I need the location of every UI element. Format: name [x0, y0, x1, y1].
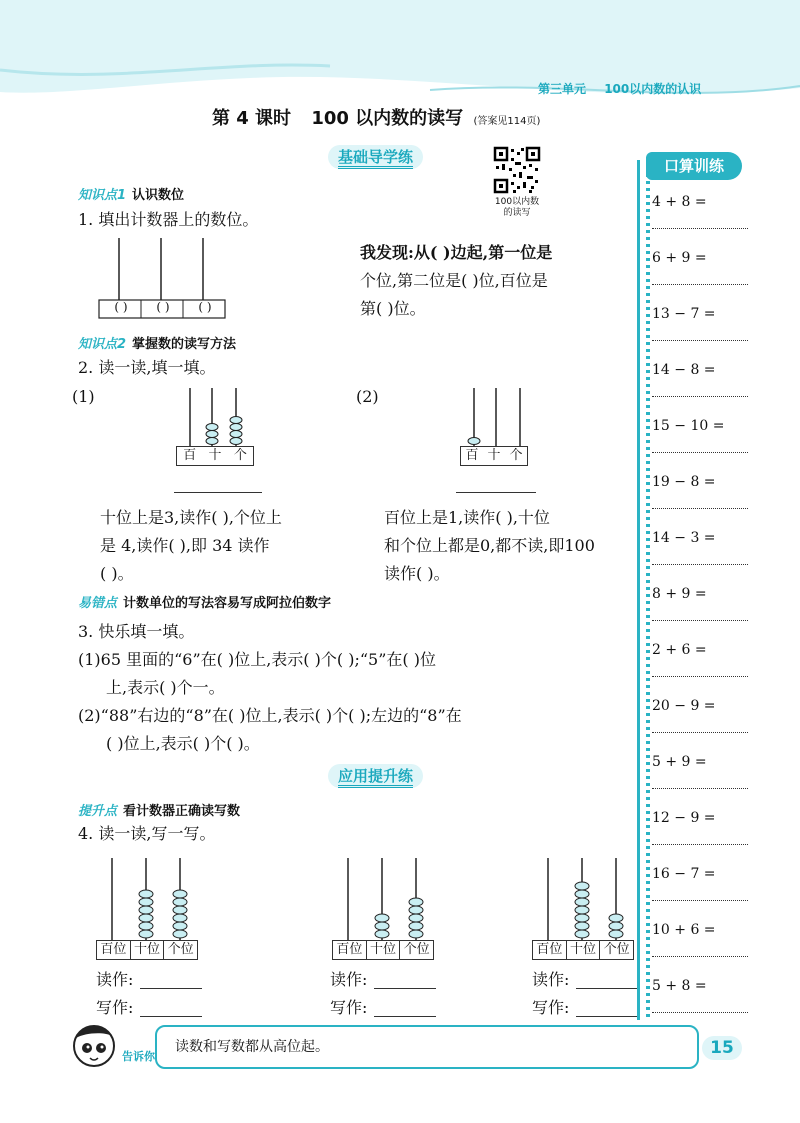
- abacus-q2-2-label: [460, 446, 528, 466]
- mental-math-item: 10 + 6 =: [652, 922, 716, 938]
- mental-math-answer-line[interactable]: [652, 900, 748, 901]
- question-3-line-2: 上,表示( )个一。: [106, 678, 225, 697]
- question-4-title: 4. 读一读,写一写。: [78, 824, 216, 843]
- read-answer-line-1[interactable]: [140, 988, 202, 989]
- q2-part-2-line-2: 和个位上都是0,都不读,即100: [384, 536, 595, 555]
- mental-math-item: 4 + 8 =: [652, 194, 707, 210]
- read-label-2: 读作:: [330, 970, 368, 989]
- side-divider: [637, 160, 640, 1020]
- knowledge-point-1-text: 认识数位: [132, 188, 185, 203]
- answer-reference: (答案见114页): [473, 116, 541, 127]
- knowledge-point-2-tag: 知识点2: [78, 337, 127, 352]
- qr-caption: [486, 197, 548, 219]
- error-point-text: 计数单位的写法容易写成阿拉伯数字: [123, 596, 332, 611]
- question-3-line-4: ( )位上,表示( )个( )。: [106, 734, 260, 753]
- tip-label: 告诉你: [122, 1050, 155, 1063]
- q2-part-1-line-2: 是 4,读作( ),即 34 读作: [100, 536, 270, 555]
- lesson-topic: 100 以内数的读写: [311, 108, 464, 129]
- abacus-q4-2-label: [332, 940, 434, 960]
- mental-math-answer-line[interactable]: [652, 396, 748, 397]
- mental-math-answer-line[interactable]: [652, 452, 748, 453]
- mental-math-item: 8 + 9 =: [652, 586, 707, 602]
- abacus-q1-boxes: [100, 300, 226, 314]
- error-point-tag: 易错点: [78, 596, 118, 611]
- knowledge-point-1-tag: 知识点1: [78, 188, 127, 203]
- mental-math-item: 14 − 3 =: [652, 530, 716, 546]
- qr-code-icon: [493, 146, 541, 194]
- mental-math-answer-line[interactable]: [652, 340, 748, 341]
- question-3-line-1: (1)65 里面的“6”在( )位上,表示( )个( );“5”在( )位: [78, 650, 436, 669]
- question-1-title: 1. 填出计数器上的数位。: [78, 210, 259, 229]
- mental-math-item: 19 − 8 =: [652, 474, 716, 490]
- write-answer-line-3[interactable]: [576, 1016, 638, 1017]
- label-ones-place: 个位: [403, 942, 430, 957]
- error-point: [78, 592, 331, 611]
- digit-box-1[interactable]: ( ): [114, 300, 128, 314]
- abacus-q2-1: [174, 386, 254, 446]
- mental-math-item: 6 + 9 =: [652, 250, 707, 266]
- write-label-3: 写作:: [532, 998, 570, 1017]
- abacus-q4-3-label: [532, 940, 634, 960]
- label-hundreds-place: 百位: [333, 941, 367, 959]
- tip-text: 读数和写数都从高位起。: [175, 1039, 329, 1055]
- question-2-part-1-text: [100, 504, 282, 588]
- discovery-line-2: 个位,第二位是( )位,百位是: [360, 271, 548, 290]
- qr-caption-line-2: 的读写: [503, 208, 531, 218]
- answer-line-q2-2[interactable]: [456, 492, 536, 493]
- question-2-part-1-label: (1): [72, 387, 95, 406]
- label-tens-place: 十位: [567, 941, 601, 959]
- write-label-1: 写作:: [96, 998, 134, 1017]
- lesson-number: 第 4 课时: [212, 108, 292, 129]
- read-answer-line-3[interactable]: [576, 988, 638, 989]
- discovery-line-1: 我发现:从( )边起,第一位是: [360, 243, 553, 262]
- discovery-line-3: 第( )位。: [360, 299, 426, 318]
- knowledge-point-2: [78, 333, 236, 352]
- write-label-2: 写作:: [330, 998, 368, 1017]
- section-apply: [328, 764, 423, 788]
- label-hundreds: 百: [465, 448, 479, 463]
- read-answer-line-2[interactable]: [374, 988, 436, 989]
- mental-math-answer-line[interactable]: [652, 1012, 748, 1013]
- mental-math-answer-line[interactable]: [652, 620, 748, 621]
- mental-math-item: 13 − 7 =: [652, 306, 716, 322]
- side-title: 口算训练: [646, 152, 742, 180]
- mental-math-item: 16 − 7 =: [652, 866, 716, 882]
- knowledge-point-2-text: 掌握数的读写方法: [132, 337, 237, 352]
- mental-math-item: 15 − 10 =: [652, 418, 725, 434]
- q2-part-2-line-1: 百位上是1,读作( ),十位: [384, 508, 550, 527]
- label-tens: 十: [487, 448, 501, 463]
- mental-math-answer-line[interactable]: [652, 788, 748, 789]
- page-number: 15: [702, 1036, 742, 1060]
- section-basic: [328, 145, 423, 169]
- label-ones: 个: [509, 448, 523, 463]
- upgrade-point: [78, 800, 240, 819]
- mental-math-answer-line[interactable]: [652, 284, 748, 285]
- label-tens: 十: [208, 448, 222, 463]
- mental-math-item: 12 − 9 =: [652, 810, 716, 826]
- mental-math-answer-line[interactable]: [652, 956, 748, 957]
- abacus-q4-1-label: [96, 940, 198, 960]
- label-tens-place: 十位: [131, 941, 165, 959]
- digit-box-2[interactable]: ( ): [156, 300, 170, 314]
- mental-math-answer-line[interactable]: [652, 228, 748, 229]
- mental-math-answer-line[interactable]: [652, 732, 748, 733]
- mental-math-item: 20 − 9 =: [652, 698, 716, 714]
- lesson-title: [212, 104, 540, 130]
- unit-number: 第三单元: [538, 82, 587, 96]
- mental-math-answer-line[interactable]: [652, 508, 748, 509]
- discovery: [360, 239, 552, 323]
- question-2-part-2-label: (2): [356, 387, 379, 406]
- read-label-1: 读作:: [96, 970, 134, 989]
- question-2-part-2-text: [384, 504, 595, 588]
- upgrade-point-text: 看计数器正确读写数: [123, 804, 241, 819]
- question-2-title: 2. 读一读,填一填。: [78, 358, 216, 377]
- mental-math-answer-line[interactable]: [652, 676, 748, 677]
- upgrade-point-tag: 提升点: [78, 804, 118, 819]
- label-ones: 个: [233, 448, 247, 463]
- mental-math-item: 5 + 8 =: [652, 978, 707, 994]
- read-label-3: 读作:: [532, 970, 570, 989]
- unit-topic: 100以内数的认识: [604, 82, 702, 96]
- label-ones-place: 个位: [167, 942, 194, 957]
- abacus-q2-1-label: [176, 446, 254, 466]
- abacus-q4-3: [532, 856, 632, 940]
- question-3-title: 3. 快乐填一填。: [78, 622, 195, 641]
- q2-part-1-line-1: 十位上是3,读作( ),个位上: [100, 508, 282, 527]
- section-apply-label: 应用提升练: [338, 767, 413, 788]
- digit-box-3[interactable]: ( ): [198, 300, 212, 314]
- mental-math-item: 2 + 6 =: [652, 642, 707, 658]
- abacus-q4-2: [332, 856, 432, 940]
- q2-part-2-line-3: 读作( )。: [384, 564, 450, 583]
- mental-math-item: 14 − 8 =: [652, 362, 716, 378]
- abacus-q4-1: [96, 856, 196, 940]
- mental-math-answer-line[interactable]: [652, 844, 748, 845]
- mental-math-item: 5 + 9 =: [652, 754, 707, 770]
- write-answer-line-1[interactable]: [140, 1016, 202, 1017]
- answer-line-q2-1[interactable]: [174, 492, 262, 493]
- mental-math-answer-line[interactable]: [652, 564, 748, 565]
- label-hundreds: 百: [183, 448, 197, 463]
- knowledge-point-1: [78, 184, 184, 203]
- label-ones-place: 个位: [603, 942, 630, 957]
- abacus-q2-2: [458, 386, 538, 446]
- q2-part-1-line-3: ( )。: [100, 564, 134, 583]
- label-hundreds-place: 百位: [97, 941, 131, 959]
- unit-label: [538, 80, 701, 97]
- side-dotted-rail: [646, 160, 650, 1020]
- qr-caption-line-1: 100以内数: [494, 197, 540, 207]
- label-tens-place: 十位: [367, 941, 401, 959]
- label-hundreds-place: 百位: [533, 941, 567, 959]
- section-basic-label: 基础导学练: [338, 148, 413, 169]
- question-3-line-3: (2)“88”右边的“8”在( )位上,表示( )个( );左边的“8”在: [78, 706, 462, 725]
- write-answer-line-2[interactable]: [374, 1016, 436, 1017]
